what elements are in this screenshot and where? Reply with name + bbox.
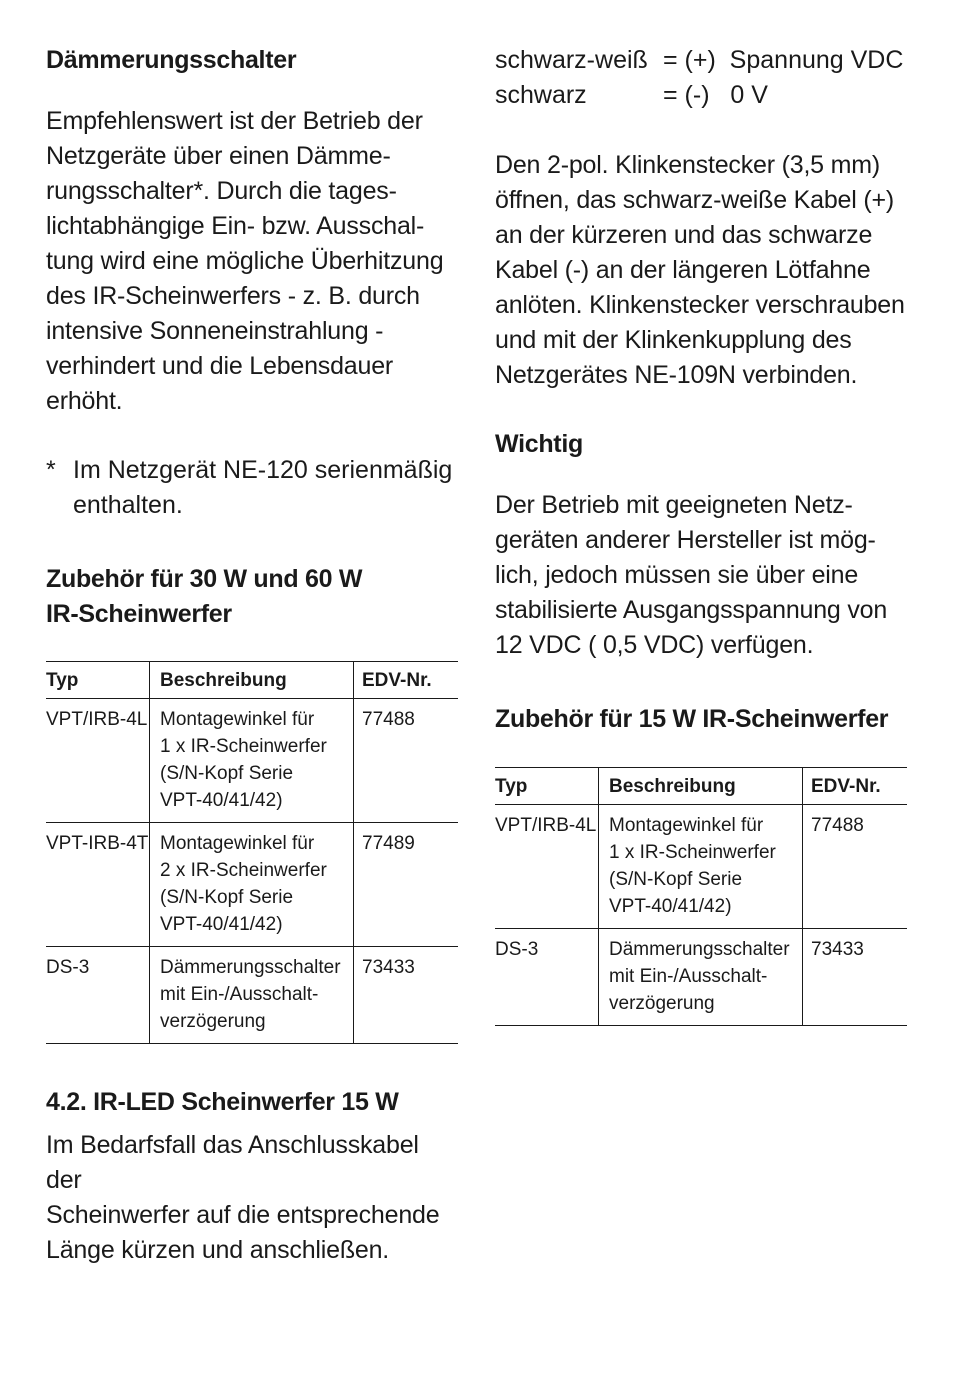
wiring-row xyxy=(495,43,903,78)
column-header-edv-nr: EDV-Nr. xyxy=(803,768,908,805)
footnote-text: Im Netzgerät NE-120 serienmäßig enthalten. xyxy=(73,456,453,519)
wiring-label: schwarz-weiß xyxy=(495,46,648,74)
cell-beschreibung: Dämmerungsschalter mit Ein-/Ausschalt- verzögerung xyxy=(599,929,803,1026)
paragraph-section-4-2: Im Bedarfsfall das Anschlusskabel der Scheinwerfer auf die entsprechende Länge kürzen und anschließen. xyxy=(46,1131,440,1264)
paragraph-wichtig: Der Betrieb mit geeigneten Netz- geräten anderer Hersteller ist mög- lich, jedoch müssen sie über eine stabilisierte Ausgangsspannung von 12 VDC ( 0,5 VDC) verfügen. xyxy=(495,491,888,659)
paragraph-klinkenstecker: Den 2-pol. Klinkenstecker (3,5 mm) öffnen, das schwarz-weiße Kabel (+) an der kürzeren und das schwarze Kabel (-) an der längeren Lötfahne anlöten. Klinkenstecker verschrauben und mit der Klinkenkupplung des Netzgerätes NE-109N verbinden. xyxy=(495,151,905,389)
heading-wichtig: Wichtig xyxy=(495,430,583,458)
column-header-edv-nr: EDV-Nr. xyxy=(354,662,459,699)
cell-beschreibung: Montagewinkel für 1 x IR-Scheinwerfer (S/N-Kopf Serie VPT-40/41/42) xyxy=(150,699,354,823)
wiring-label: schwarz xyxy=(495,81,587,109)
cell-beschreibung: Dämmerungsschalter mit Ein-/Ausschalt- verzögerung xyxy=(150,947,354,1044)
wiring-value: = (+) Spannung VDC xyxy=(663,46,904,74)
column-header-beschreibung: Beschreibung xyxy=(150,662,354,699)
column-header-typ: Typ xyxy=(46,662,150,699)
heading-section-4-2: 4.2. IR-LED Scheinwerfer 15 W xyxy=(46,1088,399,1116)
cell-edv-nr: 77488 xyxy=(354,699,459,823)
cell-beschreibung: Montagewinkel für 2 x IR-Scheinwerfer (S/N-Kopf Serie VPT-40/41/42) xyxy=(150,823,354,947)
cell-edv-nr: 77489 xyxy=(354,823,459,947)
cell-typ: VPT/IRB-4L xyxy=(46,699,150,823)
column-header-typ: Typ xyxy=(495,768,599,805)
table-row xyxy=(495,929,907,1026)
cell-typ: VPT/IRB-4L xyxy=(495,805,599,929)
footnote-marker: * xyxy=(46,456,56,484)
paragraph-empfehlung: Empfehlenswert ist der Betrieb der Netzgeräte über einen Dämme- rungsschalter*. Durch die tages- lichtabhängige Ein- bzw. Ausschal- tung wird eine mögliche Überhitzung des IR-Scheinwerfers - z. B. durch intensive Sonneneinstrahlung - verhindert und die Lebensdauer erhöht. xyxy=(46,107,444,415)
cell-edv-nr: 73433 xyxy=(803,929,908,1026)
table-header-row xyxy=(46,662,458,699)
accessory-table-15 xyxy=(495,767,907,1026)
table-header-row xyxy=(495,768,907,805)
cell-typ: VPT-IRB-4T xyxy=(46,823,150,947)
cell-edv-nr: 77488 xyxy=(803,805,908,929)
cell-typ: DS-3 xyxy=(495,929,599,1026)
column-header-beschreibung: Beschreibung xyxy=(599,768,803,805)
heading-daemmerungsschalter: Dämmerungsschalter xyxy=(46,46,297,74)
table-row xyxy=(46,947,458,1044)
wiring-value: = (-) 0 V xyxy=(663,81,768,109)
wiring-list xyxy=(495,43,903,113)
wiring-row xyxy=(495,78,903,113)
table-row xyxy=(46,699,458,823)
accessory-table-30-60 xyxy=(46,661,458,1044)
heading-zubehoer-30-60: Zubehör für 30 W und 60 W IR-Scheinwerfer xyxy=(46,565,363,628)
footnote xyxy=(46,453,452,523)
table-row xyxy=(46,823,458,947)
cell-beschreibung: Montagewinkel für 1 x IR-Scheinwerfer (S/N-Kopf Serie VPT-40/41/42) xyxy=(599,805,803,929)
cell-typ: DS-3 xyxy=(46,947,150,1044)
table-row xyxy=(495,805,907,929)
cell-edv-nr: 73433 xyxy=(354,947,459,1044)
heading-zubehoer-15: Zubehör für 15 W IR-Scheinwerfer xyxy=(495,705,889,733)
